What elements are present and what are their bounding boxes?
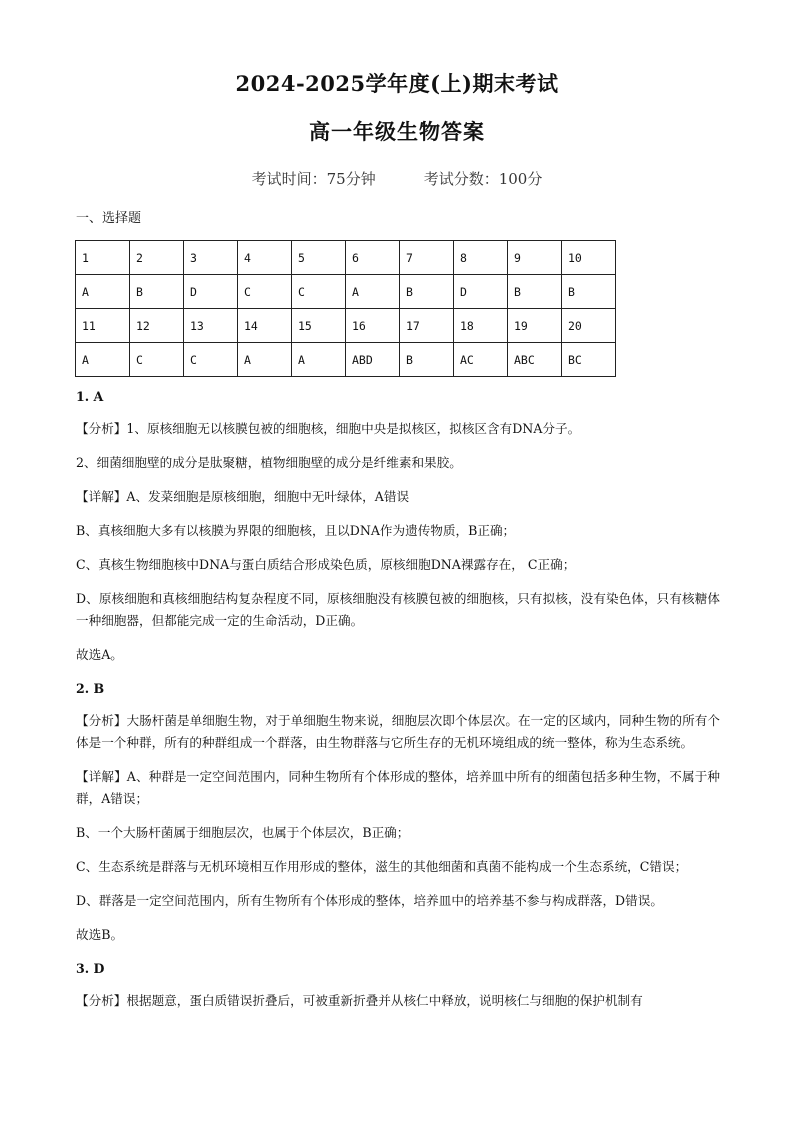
question-number-cell: 11 [76,309,130,343]
explanation-paragraph: B、一个大肠杆菌属于细胞层次，也属于个体层次，B正确； [76,825,410,840]
explanation-paragraph: 2、细菌细胞壁的成分是肽聚糖，植物细胞壁的成分是纤维素和果胶。 [76,455,462,470]
question-number-cell: 3 [184,241,238,275]
question-number-cell: 20 [562,309,616,343]
question-number-cell: 19 [508,309,562,343]
question-number-cell: 12 [130,309,184,343]
question-number-cell: 7 [400,241,454,275]
explanation-paragraph: C、真核生物细胞核中DNA与蛋白质结合形成染色质，原核细胞DNA裸露存在， C正确； [76,557,576,572]
explanation-paragraph: C、生态系统是群落与无机环境相互作用形成的整体，滋生的其他细菌和真菌不能构成一个生态系统，C错误； [76,859,688,874]
explanation-paragraph: 【详解】A、发菜细胞是原核细胞，细胞中无叶绿体，A错误 [76,489,410,504]
question-answer-label: 3. D [76,961,105,976]
question-number-cell: 10 [562,241,616,275]
exam-time: 考试时间：75分钟 [251,170,376,188]
question-number-row [76,309,616,343]
answer-cell: AC [454,343,508,377]
answer-cell: C [292,275,346,309]
answer-cell: A [76,343,130,377]
question-number-row [76,241,616,275]
question-number-cell: 8 [454,241,508,275]
answer-table [75,240,616,377]
explanation-paragraph: 故选B。 [76,927,124,942]
answer-cell: D [454,275,508,309]
explanation-paragraph: D、群落是一定空间范围内，所有生物所有个体形成的整体，培养皿中的培养基不参与构成群落，D错误。 [76,893,663,908]
question-number-cell: 16 [346,309,400,343]
answer-cell: D [184,275,238,309]
answer-cell: C [184,343,238,377]
exam-score: 考试分数：100分 [423,170,543,188]
answer-cell: B [562,275,616,309]
section-title: 一、选择题 [76,211,142,226]
answer-cell: B [400,275,454,309]
question-number-cell: 5 [292,241,346,275]
question-number-cell: 6 [346,241,400,275]
explanation-paragraph: 【分析】大肠杆菌是单细胞生物，对于单细胞生物来说，细胞层次即个体层次。在一定的区域内，同种生物的所有个体是一个种群，所有的种群组成一个群落，由生物群落与它所生存的无机环境组成的统一整体，称为生态系统。 [76,713,720,750]
question-number-cell: 2 [130,241,184,275]
exam-subtitle: 高一年级生物答案 [309,119,485,144]
answer-row [76,275,616,309]
explanation-paragraph: 故选A。 [76,647,123,662]
answer-row [76,343,616,377]
answer-cell: A [292,343,346,377]
question-number-cell: 9 [508,241,562,275]
answer-cell: A [346,275,400,309]
question-number-cell: 15 [292,309,346,343]
answer-cell: B [130,275,184,309]
explanation-paragraph: B、真核细胞大多有以核膜为界限的细胞核，且以DNA作为遗传物质，B正确； [76,523,516,538]
answer-cell: ABC [508,343,562,377]
exam-title: 2024-2025学年度(上)期末考试 [235,71,559,96]
question-number-cell: 14 [238,309,292,343]
question-number-cell: 4 [238,241,292,275]
explanation-paragraph: 【分析】1、原核细胞无以核膜包被的细胞核，细胞中央是拟核区，拟核区含有DNA分子。 [76,421,581,436]
question-number-cell: 17 [400,309,454,343]
answer-cell: A [238,343,292,377]
answer-cell: C [130,343,184,377]
answer-cell: A [76,275,130,309]
question-number-cell: 1 [76,241,130,275]
answer-cell: C [238,275,292,309]
explanation-paragraph: 【分析】根据题意，蛋白质错误折叠后，可被重新折叠并从核仁中释放，说明核仁与细胞的保护机制有 [76,993,643,1008]
answer-cell: BC [562,343,616,377]
question-number-cell: 18 [454,309,508,343]
question-answer-label: 2. B [76,681,105,696]
exam-info [0,168,794,189]
answer-cell: B [400,343,454,377]
question-answer-label: 1. A [76,389,104,404]
explanations [76,386,720,1012]
answer-cell: ABD [346,343,400,377]
answer-cell: B [508,275,562,309]
question-number-cell: 13 [184,309,238,343]
explanation-paragraph: 【详解】A、种群是一定空间范围内，同种生物所有个体形成的整体，培养皿中所有的细菌包括多种生物，不属于种群，A错误； [76,769,720,806]
explanation-paragraph: D、原核细胞和真核细胞结构复杂程度不同，原核细胞没有核膜包被的细胞核，只有拟核，没有染色体，只有核糖体一种细胞器，但都能完成一定的生命活动，D正确。 [76,591,720,628]
